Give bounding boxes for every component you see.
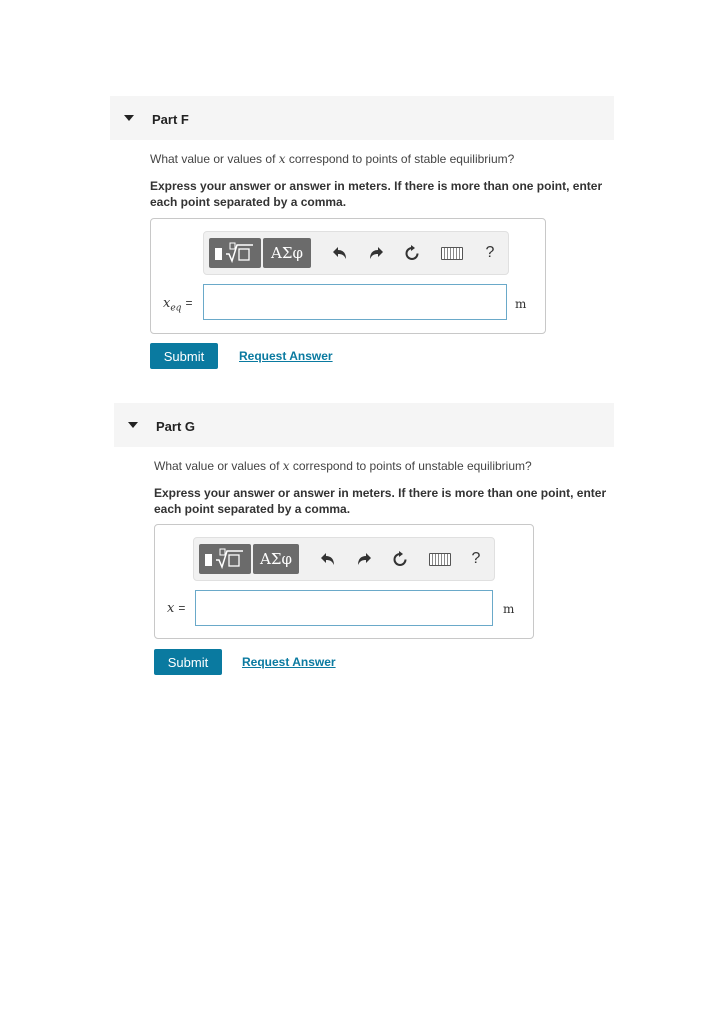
part-g-instructions: Express your answer or answer in meters. If there is more than one point, enter each point separated by a comma. <box>154 486 607 516</box>
part-g-math-toolbar <box>193 537 495 581</box>
greek-symbols-button[interactable]: ΑΣφ <box>263 238 311 268</box>
reset-icon[interactable] <box>385 544 415 574</box>
part-f-title: Part F <box>152 112 189 127</box>
redo-icon[interactable] <box>349 544 379 574</box>
keyboard-icon[interactable] <box>437 238 467 268</box>
help-icon[interactable]: ? <box>485 244 495 261</box>
redo-icon[interactable] <box>361 238 391 268</box>
collapse-caret-icon[interactable] <box>128 422 138 428</box>
part-g-title: Part G <box>156 419 196 434</box>
part-f-variable-label: $x_{eq}$ = <box>163 296 193 314</box>
part-g-question: What value or values of x correspond to points of unstable equilibrium? <box>154 459 532 473</box>
templates-button[interactable] <box>209 238 261 268</box>
part-f-instructions: Express your answer or answer in meters. If there is more than one point, enter each point separated by a comma. <box>150 179 603 209</box>
part-f-answer-input[interactable] <box>203 284 507 320</box>
undo-icon[interactable] <box>313 544 343 574</box>
sqrt-template-icon <box>203 548 247 570</box>
part-g-answer-box <box>154 524 534 639</box>
templates-button[interactable] <box>199 544 251 574</box>
part-f-answer-box <box>150 218 546 334</box>
part-g-unit: m <box>503 602 515 616</box>
part-g-variable-label: x = <box>167 601 186 616</box>
keyboard-icon[interactable] <box>425 544 455 574</box>
sqrt-template-icon <box>213 242 257 264</box>
part-g-request-answer-link[interactable]: Request Answer <box>242 655 336 669</box>
part-g-answer-input[interactable] <box>195 590 493 626</box>
part-f-unit: m <box>515 297 527 311</box>
greek-symbols-button[interactable]: ΑΣφ <box>253 544 299 574</box>
part-f-request-answer-link[interactable]: Request Answer <box>239 349 333 363</box>
part-f-submit-button[interactable]: Submit <box>150 343 218 369</box>
part-f-math-toolbar <box>203 231 509 275</box>
reset-icon[interactable] <box>397 238 427 268</box>
help-icon[interactable]: ? <box>471 550 481 567</box>
part-g-submit-button[interactable]: Submit <box>154 649 222 675</box>
part-f-question: What value or values of x correspond to points of stable equilibrium? <box>150 152 515 166</box>
undo-icon[interactable] <box>325 238 355 268</box>
collapse-caret-icon[interactable] <box>124 115 134 121</box>
